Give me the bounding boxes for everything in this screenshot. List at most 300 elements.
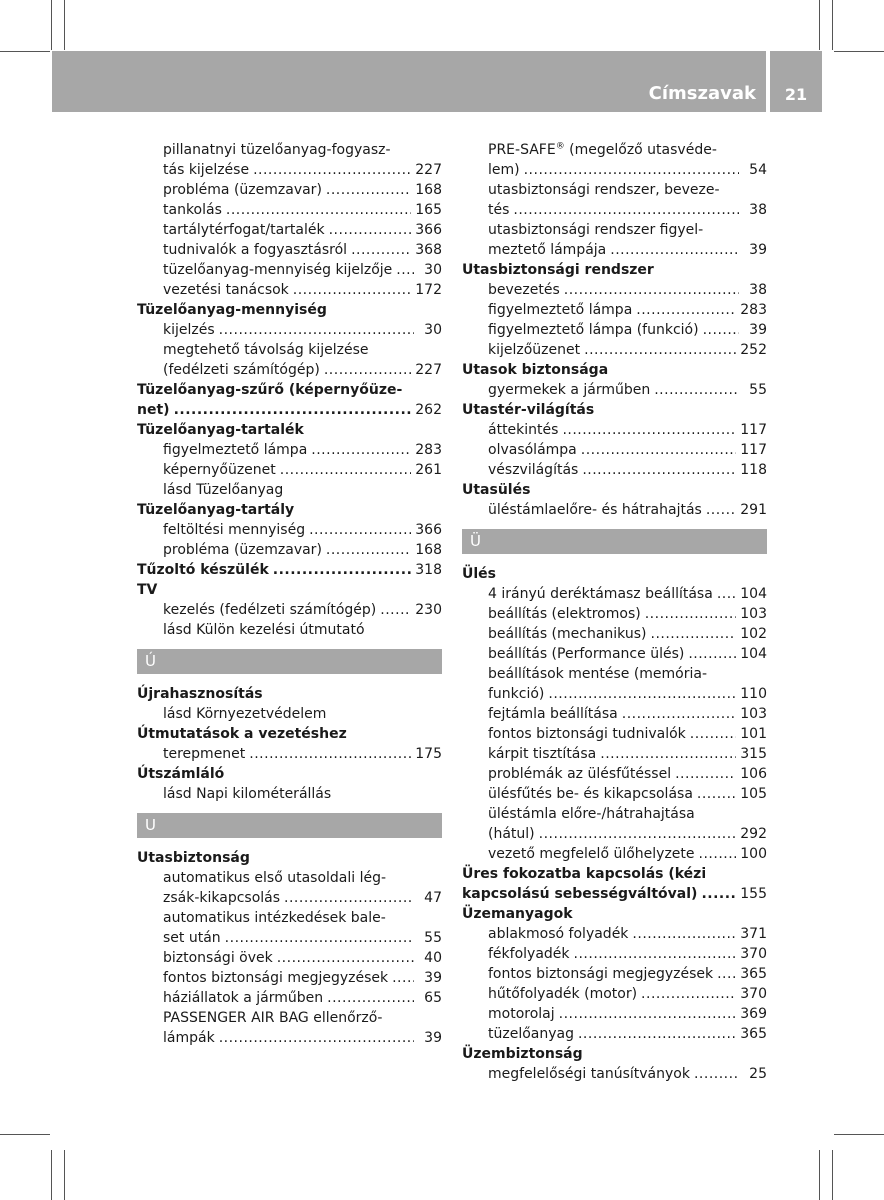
entry-text: automatikus intézkedések bale- bbox=[163, 910, 386, 926]
entry-text: lásd Tüzelőanyag bbox=[163, 482, 284, 498]
index-sub-entry bbox=[137, 868, 442, 888]
entry-text: figyelmeztető lámpa (funkció) bbox=[488, 322, 699, 338]
entry-text: hűtőfolyadék (motor) bbox=[488, 986, 638, 1002]
dot-leader bbox=[548, 684, 736, 704]
page-reference[interactable]: 110 bbox=[740, 686, 767, 702]
registered-mark: ® bbox=[555, 141, 565, 152]
page-reference[interactable]: 54 bbox=[749, 162, 767, 178]
dot-leader bbox=[703, 320, 739, 340]
page-number-box bbox=[770, 51, 822, 112]
entry-text: tüzelőanyag bbox=[488, 1026, 574, 1042]
index-sub-entry[interactable] bbox=[137, 988, 442, 1008]
dot-leader bbox=[636, 300, 736, 320]
index-sub-entry[interactable] bbox=[462, 1004, 767, 1024]
crop-mark bbox=[0, 51, 50, 52]
index-sub-entry[interactable] bbox=[462, 280, 767, 300]
page-reference[interactable]: 252 bbox=[740, 342, 767, 358]
index-column-right bbox=[462, 140, 767, 1084]
index-sub-entry[interactable] bbox=[462, 644, 767, 664]
crop-mark bbox=[832, 0, 833, 50]
index-sub-entry[interactable] bbox=[462, 380, 767, 400]
dot-leader bbox=[699, 844, 737, 864]
entry-text: Utasülés bbox=[462, 482, 531, 498]
page-reference[interactable]: 39 bbox=[424, 970, 442, 986]
entry-text: Tűzoltó készülék bbox=[137, 562, 269, 578]
dot-leader bbox=[717, 584, 736, 604]
page-reference[interactable]: 366 bbox=[415, 522, 442, 538]
index-sub-entry[interactable] bbox=[462, 984, 767, 1004]
page-reference[interactable]: 106 bbox=[740, 766, 767, 782]
index-sub-entry[interactable] bbox=[137, 160, 442, 180]
index-sub-entry[interactable] bbox=[137, 948, 442, 968]
page-reference[interactable]: 318 bbox=[415, 562, 442, 578]
dot-leader bbox=[326, 540, 411, 560]
index-sub-entry[interactable] bbox=[137, 220, 442, 240]
page-reference[interactable]: 39 bbox=[749, 242, 767, 258]
entry-text: figyelmeztető lámpa bbox=[488, 302, 633, 318]
index-sub-entry[interactable] bbox=[462, 724, 767, 744]
crop-mark bbox=[834, 51, 884, 52]
page-reference[interactable]: 40 bbox=[424, 950, 442, 966]
dot-leader bbox=[309, 520, 411, 540]
index-sub-entry[interactable] bbox=[462, 584, 767, 604]
entry-text: meztető lámpája bbox=[488, 242, 607, 258]
index-sub-entry bbox=[137, 140, 442, 160]
index-sub-entry[interactable] bbox=[137, 440, 442, 460]
entry-text: bevezetés bbox=[488, 282, 560, 298]
index-sub-entry[interactable] bbox=[137, 260, 442, 280]
dot-leader bbox=[582, 460, 736, 480]
dot-leader bbox=[277, 948, 414, 968]
dot-leader bbox=[645, 604, 737, 624]
page-reference[interactable]: 175 bbox=[415, 746, 442, 762]
entry-text: tás kijelzése bbox=[163, 162, 250, 178]
page-reference[interactable]: 38 bbox=[749, 202, 767, 218]
crop-mark bbox=[64, 1150, 65, 1200]
index-sub-entry[interactable] bbox=[137, 968, 442, 988]
crop-mark bbox=[51, 1150, 52, 1200]
section-letter-heading: Ú bbox=[137, 649, 442, 674]
index-sub-entry[interactable] bbox=[137, 888, 442, 908]
entry-text: Utastér-világítás bbox=[462, 402, 595, 418]
dot-leader bbox=[392, 968, 414, 988]
index-sub-entry[interactable] bbox=[462, 604, 767, 624]
page-reference[interactable]: 47 bbox=[424, 890, 442, 906]
index-main-entry bbox=[137, 764, 442, 784]
entry-text: tankolás bbox=[163, 202, 222, 218]
index-main-entry bbox=[137, 724, 442, 744]
dot-leader bbox=[326, 180, 411, 200]
entry-text: lásd Környezetvédelem bbox=[163, 706, 327, 722]
index-sub-entry[interactable] bbox=[137, 928, 442, 948]
page-reference[interactable]: 227 bbox=[415, 162, 442, 178]
dot-leader bbox=[324, 360, 411, 380]
entry-text: áttekintés bbox=[488, 422, 559, 438]
page-reference[interactable]: 292 bbox=[740, 826, 767, 842]
entry-text: feltöltési mennyiség bbox=[163, 522, 306, 538]
dot-leader bbox=[675, 764, 736, 784]
index-sub-entry bbox=[137, 620, 442, 640]
dot-leader bbox=[584, 340, 736, 360]
page-reference[interactable]: 370 bbox=[740, 946, 767, 962]
entry-text: beállítások mentése (memória- bbox=[488, 666, 708, 682]
index-sub-entry[interactable] bbox=[462, 240, 767, 260]
index-main-entry bbox=[462, 864, 767, 884]
entry-text: beállítás (elektromos) bbox=[488, 606, 641, 622]
index-sub-entry[interactable] bbox=[462, 944, 767, 964]
index-sub-entry[interactable] bbox=[462, 440, 767, 460]
index-sub-entry[interactable] bbox=[462, 824, 767, 844]
entry-text: PASSENGER AIR BAG ellenőrző- bbox=[163, 1010, 383, 1026]
dot-leader bbox=[717, 964, 736, 984]
entry-text: utasbiztonsági rendszer, beveze- bbox=[488, 182, 720, 198]
index-column-left bbox=[137, 140, 442, 1048]
entry-text: probléma (üzemzavar) bbox=[163, 542, 322, 558]
index-sub-entry[interactable] bbox=[462, 964, 767, 984]
dot-leader bbox=[690, 724, 737, 744]
entry-text: (hátul) bbox=[488, 826, 535, 842]
entry-text: lámpák bbox=[163, 1030, 215, 1046]
entry-text: Utasbiztonság bbox=[137, 850, 250, 866]
index-sub-entry[interactable] bbox=[462, 624, 767, 644]
entry-text: TV bbox=[137, 582, 158, 598]
index-main-entry bbox=[137, 848, 442, 868]
page-reference[interactable]: 365 bbox=[740, 1026, 767, 1042]
page-reference[interactable]: 55 bbox=[424, 930, 442, 946]
entry-text: tüzelőanyag-mennyiség kijelzője bbox=[163, 262, 393, 278]
index-sub-entry[interactable] bbox=[462, 160, 767, 180]
dot-leader bbox=[578, 1024, 736, 1044]
index-sub-entry bbox=[462, 804, 767, 824]
page-reference[interactable]: 103 bbox=[740, 706, 767, 722]
dot-leader bbox=[219, 1028, 414, 1048]
entry-text: fontos biztonsági tudnivalók bbox=[488, 726, 686, 742]
page-reference[interactable]: 365 bbox=[740, 966, 767, 982]
dot-leader bbox=[632, 924, 736, 944]
dot-leader bbox=[622, 704, 737, 724]
index-main-entry[interactable] bbox=[462, 884, 767, 904]
index-sub-entry[interactable] bbox=[137, 180, 442, 200]
entry-text: lem) bbox=[488, 162, 520, 178]
page-reference[interactable]: 102 bbox=[740, 626, 767, 642]
entry-text: tés bbox=[488, 202, 510, 218]
entry-text: fontos biztonsági megjegyzések bbox=[488, 966, 714, 982]
dot-leader bbox=[284, 888, 414, 908]
dot-leader bbox=[562, 420, 736, 440]
entry-text: kijelzőüzenet bbox=[488, 342, 581, 358]
entry-text: tudnivalók a fogyasztásról bbox=[163, 242, 348, 258]
page-reference[interactable]: 155 bbox=[740, 886, 767, 902]
entry-text: megtehető távolság kijelzése bbox=[163, 342, 369, 358]
index-main-entry[interactable] bbox=[137, 400, 442, 420]
page-reference[interactable]: 104 bbox=[740, 586, 767, 602]
entry-text: zsák-kikapcsolás bbox=[163, 890, 281, 906]
page-reference[interactable]: 117 bbox=[740, 422, 767, 438]
index-main-entry bbox=[137, 380, 442, 400]
page-reference[interactable]: 168 bbox=[415, 182, 442, 198]
dot-leader bbox=[539, 824, 737, 844]
page-reference[interactable]: 230 bbox=[415, 602, 442, 618]
entry-text: funkció) bbox=[488, 686, 545, 702]
index-sub-entry[interactable] bbox=[137, 280, 442, 300]
index-main-entry bbox=[462, 260, 767, 280]
entry-text: kapcsolású sebességváltóval) bbox=[462, 886, 698, 902]
entry-text: fontos biztonsági megjegyzések bbox=[163, 970, 389, 986]
index-sub-entry[interactable] bbox=[137, 200, 442, 220]
index-main-entry[interactable] bbox=[137, 560, 442, 580]
entry-text: pillanatnyi tüzelőanyag-fogyasz- bbox=[163, 142, 391, 158]
dot-leader bbox=[697, 784, 736, 804]
page-number: 21 bbox=[784, 85, 808, 104]
entry-text: biztonsági övek bbox=[163, 950, 273, 966]
index-main-entry bbox=[462, 564, 767, 584]
index-sub-entry bbox=[462, 180, 767, 200]
page-reference[interactable]: 117 bbox=[740, 442, 767, 458]
page-reference[interactable]: 39 bbox=[749, 322, 767, 338]
entry-text: gyermekek a járműben bbox=[488, 382, 651, 398]
crop-mark bbox=[51, 0, 52, 50]
crop-mark bbox=[834, 1134, 884, 1135]
page-header bbox=[52, 51, 766, 112]
dot-leader bbox=[600, 744, 736, 764]
index-sub-entry[interactable] bbox=[462, 924, 767, 944]
page-reference[interactable]: 105 bbox=[740, 786, 767, 802]
index-sub-entry[interactable] bbox=[462, 420, 767, 440]
index-sub-entry[interactable] bbox=[462, 684, 767, 704]
crop-mark bbox=[832, 1150, 833, 1200]
dot-leader bbox=[226, 200, 411, 220]
dot-leader bbox=[513, 200, 739, 220]
page-title: Címszavak bbox=[648, 83, 756, 104]
index-sub-entry[interactable] bbox=[462, 1064, 767, 1084]
page-reference[interactable]: 165 bbox=[415, 202, 442, 218]
index-sub-entry bbox=[137, 784, 442, 804]
entry-text: kárpit tisztítása bbox=[488, 746, 597, 762]
dot-leader bbox=[380, 600, 411, 620]
entry-text: képernyőüzenet bbox=[163, 462, 276, 478]
entry-text: Tüzelőanyag-mennyiség bbox=[137, 302, 327, 318]
dot-leader bbox=[651, 624, 737, 644]
index-sub-entry[interactable] bbox=[137, 1028, 442, 1048]
dot-leader bbox=[524, 160, 739, 180]
page-reference[interactable]: 371 bbox=[740, 926, 767, 942]
entry-text: üléstámla előre-/hátrahajtása bbox=[488, 806, 695, 822]
index-sub-entry[interactable] bbox=[137, 320, 442, 340]
page-reference[interactable]: 368 bbox=[415, 242, 442, 258]
dot-leader bbox=[280, 460, 412, 480]
entry-text: Útmutatások a vezetéshez bbox=[137, 726, 347, 742]
page-reference[interactable]: 369 bbox=[740, 1006, 767, 1022]
page-reference[interactable]: 315 bbox=[740, 746, 767, 762]
page-reference[interactable]: 291 bbox=[740, 502, 767, 518]
entry-text: Üzemanyagok bbox=[462, 906, 573, 922]
dot-leader bbox=[327, 988, 414, 1008]
index-sub-entry[interactable] bbox=[462, 1024, 767, 1044]
entry-text: Újrahasznosítás bbox=[137, 686, 263, 702]
dot-leader bbox=[396, 260, 414, 280]
entry-text: Tüzelőanyag-tartalék bbox=[137, 422, 304, 438]
index-sub-entry bbox=[462, 220, 767, 240]
entry-text: kezelés (fedélzeti számítógép) bbox=[163, 602, 377, 618]
entry-text-part: (megelőző utasvéde- bbox=[564, 142, 717, 158]
entry-text: olvasólámpa bbox=[488, 442, 577, 458]
dot-leader bbox=[273, 560, 412, 580]
crop-mark bbox=[819, 1150, 820, 1200]
page-reference[interactable]: 103 bbox=[740, 606, 767, 622]
index-sub-entry[interactable] bbox=[462, 300, 767, 320]
index-main-entry bbox=[137, 500, 442, 520]
index-sub-entry bbox=[137, 908, 442, 928]
page-reference[interactable]: 227 bbox=[415, 362, 442, 378]
index-sub-entry[interactable] bbox=[462, 764, 767, 784]
entry-text: automatikus első utasoldali lég- bbox=[163, 870, 387, 886]
page-reference[interactable]: 30 bbox=[424, 322, 442, 338]
dot-leader bbox=[694, 1064, 739, 1084]
index-main-entry bbox=[462, 1044, 767, 1064]
page-reference[interactable]: 168 bbox=[415, 542, 442, 558]
page-reference[interactable]: 101 bbox=[740, 726, 767, 742]
index-sub-entry[interactable] bbox=[462, 784, 767, 804]
entry-text: set után bbox=[163, 930, 221, 946]
entry-text: (fedélzeti számítógép) bbox=[163, 362, 320, 378]
crop-mark bbox=[64, 0, 65, 50]
page-reference[interactable]: 283 bbox=[740, 302, 767, 318]
dot-leader bbox=[654, 380, 739, 400]
entry-text: beállítás (Performance ülés) bbox=[488, 646, 685, 662]
entry-text: ablakmosó folyadék bbox=[488, 926, 629, 942]
entry-text: üléstámlaelőre- és hátrahajtás bbox=[488, 502, 702, 518]
page-reference[interactable]: 38 bbox=[749, 282, 767, 298]
index-sub-entry bbox=[462, 664, 767, 684]
entry-text: Üres fokozatba kapcsolás (kézi bbox=[462, 866, 707, 882]
entry-text: megfelelőségi tanúsítványok bbox=[488, 1066, 690, 1082]
entry-text: tartálytérfogat/tartalék bbox=[163, 222, 325, 238]
dot-leader bbox=[564, 280, 739, 300]
index-sub-entry[interactable] bbox=[137, 540, 442, 560]
index-sub-entry[interactable] bbox=[137, 520, 442, 540]
dot-leader bbox=[641, 984, 736, 1004]
entry-text: beállítás (mechanikus) bbox=[488, 626, 647, 642]
page-reference[interactable]: 55 bbox=[749, 382, 767, 398]
page-reference[interactable]: 100 bbox=[740, 846, 767, 862]
entry-text bbox=[488, 142, 717, 158]
dot-leader bbox=[688, 644, 736, 664]
page-reference[interactable]: 366 bbox=[415, 222, 442, 238]
entry-text: Ülés bbox=[462, 566, 496, 582]
page-reference[interactable]: 262 bbox=[415, 402, 442, 418]
dot-leader bbox=[581, 440, 737, 460]
index-sub-entry[interactable] bbox=[462, 460, 767, 480]
page-reference[interactable]: 30 bbox=[424, 262, 442, 278]
dot-leader bbox=[225, 928, 414, 948]
entry-text: 4 irányú deréktámasz beállítása bbox=[488, 586, 713, 602]
index-sub-entry[interactable] bbox=[137, 360, 442, 380]
page-reference[interactable]: 261 bbox=[415, 462, 442, 478]
index-sub-entry bbox=[137, 340, 442, 360]
index-sub-entry[interactable] bbox=[462, 200, 767, 220]
entry-text: ülésfűtés be- és kikapcsolása bbox=[488, 786, 693, 802]
index-main-entry bbox=[137, 420, 442, 440]
index-sub-entry[interactable] bbox=[462, 844, 767, 864]
index-sub-entry bbox=[462, 140, 767, 160]
index-main-entry bbox=[462, 904, 767, 924]
dot-leader bbox=[311, 440, 411, 460]
index-sub-entry bbox=[137, 704, 442, 724]
entry-text: Utasok biztonsága bbox=[462, 362, 609, 378]
entry-text: háziállatok a járműben bbox=[163, 990, 324, 1006]
entry-text: Útszámláló bbox=[137, 766, 225, 782]
entry-text: figyelmeztető lámpa bbox=[163, 442, 308, 458]
index-sub-entry bbox=[137, 480, 442, 500]
page-reference[interactable]: 283 bbox=[415, 442, 442, 458]
index-sub-entry[interactable] bbox=[137, 744, 442, 764]
page-reference[interactable]: 370 bbox=[740, 986, 767, 1002]
page-reference[interactable]: 65 bbox=[424, 990, 442, 1006]
page-reference[interactable]: 172 bbox=[415, 282, 442, 298]
index-main-entry bbox=[462, 400, 767, 420]
dot-leader bbox=[706, 500, 736, 520]
dot-leader bbox=[174, 400, 412, 420]
dot-leader bbox=[559, 1004, 737, 1024]
page-reference[interactable]: 39 bbox=[424, 1030, 442, 1046]
entry-text: lásd Külön kezelési útmutató bbox=[163, 622, 365, 638]
page-reference[interactable]: 25 bbox=[749, 1066, 767, 1082]
index-main-entry bbox=[137, 684, 442, 704]
dot-leader bbox=[701, 884, 736, 904]
index-main-entry bbox=[462, 480, 767, 500]
entry-text-part: PRE-SAFE bbox=[488, 142, 556, 158]
index-sub-entry[interactable] bbox=[137, 600, 442, 620]
dot-leader bbox=[329, 220, 412, 240]
page-reference[interactable]: 118 bbox=[740, 462, 767, 478]
entry-text: terepmenet bbox=[163, 746, 246, 762]
entry-text: fejtámla beállítása bbox=[488, 706, 618, 722]
section-letter-heading: U bbox=[137, 813, 442, 838]
entry-text: fékfolyadék bbox=[488, 946, 570, 962]
entry-text: Tüzelőanyag-tartály bbox=[137, 502, 295, 518]
entry-text: Tüzelőanyag-szűrő (képernyőüze- bbox=[137, 382, 403, 398]
entry-text: vezető megfelelő ülőhelyzete bbox=[488, 846, 695, 862]
section-letter-heading: Ü bbox=[462, 529, 767, 554]
index-sub-entry[interactable] bbox=[137, 460, 442, 480]
index-sub-entry bbox=[137, 1008, 442, 1028]
index-sub-entry[interactable] bbox=[462, 744, 767, 764]
crop-mark bbox=[0, 1134, 50, 1135]
entry-text: net) bbox=[137, 402, 170, 418]
entry-text: problémák az ülésfűtéssel bbox=[488, 766, 672, 782]
entry-text: Utasbiztonsági rendszer bbox=[462, 262, 654, 278]
entry-text: utasbiztonsági rendszer figyel- bbox=[488, 222, 704, 238]
entry-text: kijelzés bbox=[163, 322, 215, 338]
crop-mark bbox=[819, 0, 820, 50]
page-reference[interactable]: 104 bbox=[740, 646, 767, 662]
entry-text: vezetési tanácsok bbox=[163, 282, 289, 298]
entry-text: lásd Napi kilométerállás bbox=[163, 786, 332, 802]
entry-text: vészvilágítás bbox=[488, 462, 579, 478]
dot-leader bbox=[219, 320, 414, 340]
index-sub-entry[interactable] bbox=[462, 320, 767, 340]
dot-leader bbox=[351, 240, 411, 260]
index-sub-entry[interactable] bbox=[462, 704, 767, 724]
entry-text: motorolaj bbox=[488, 1006, 555, 1022]
index-sub-entry[interactable] bbox=[462, 500, 767, 520]
index-main-entry bbox=[137, 300, 442, 320]
index-sub-entry[interactable] bbox=[462, 340, 767, 360]
index-main-entry bbox=[462, 360, 767, 380]
index-main-entry bbox=[137, 580, 442, 600]
entry-text: probléma (üzemzavar) bbox=[163, 182, 322, 198]
index-sub-entry[interactable] bbox=[137, 240, 442, 260]
